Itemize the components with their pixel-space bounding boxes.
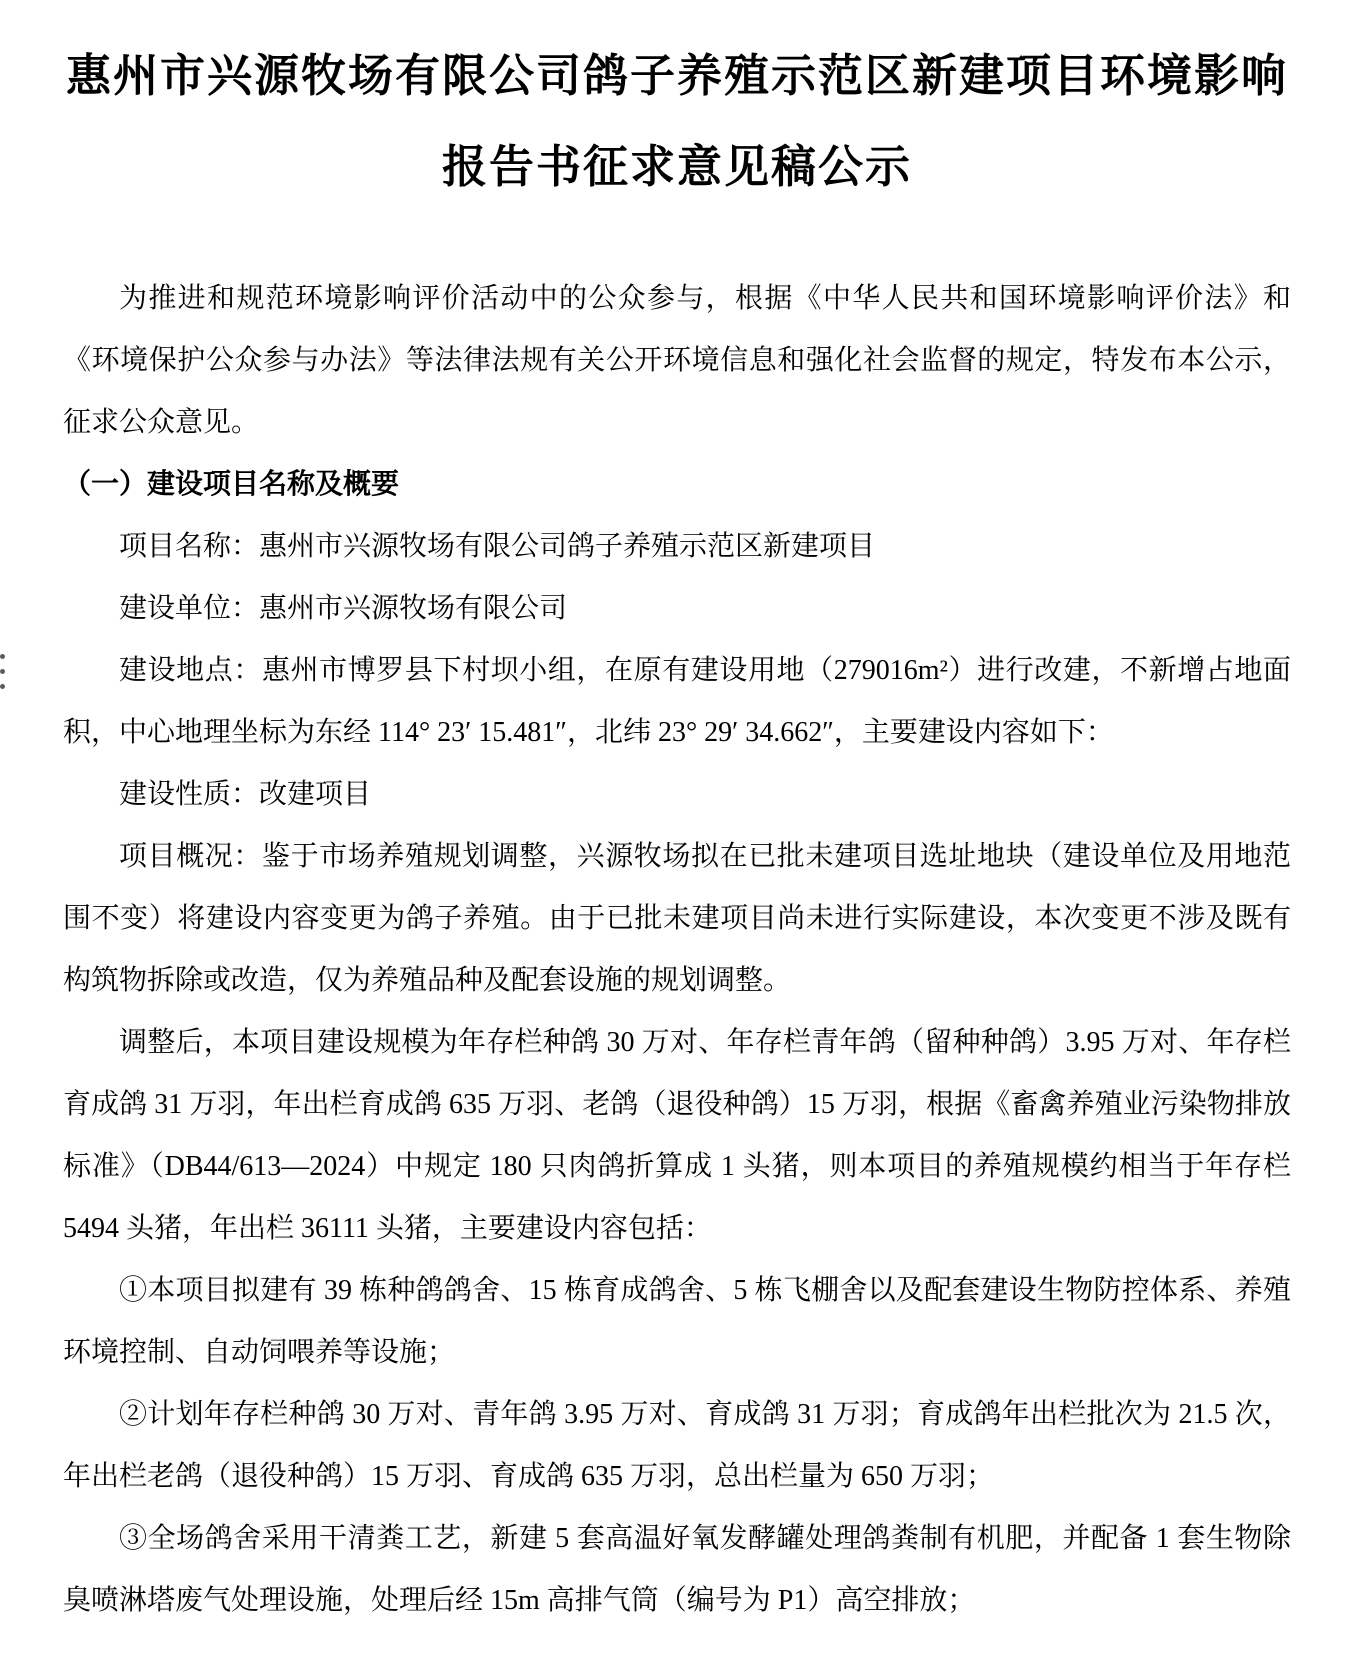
document-content bbox=[0, 30, 1355, 1632]
document-title bbox=[63, 30, 1291, 212]
paragraph-project-name: 项目名称：惠州市兴源牧场有限公司鸽子养殖示范区新建项目 bbox=[119, 531, 876, 562]
paragraph-builder: 建设单位：惠州市兴源牧场有限公司 bbox=[119, 593, 568, 624]
paragraph-nature: 建设性质：改建项目 bbox=[119, 779, 372, 810]
document-body bbox=[63, 268, 1291, 1632]
handle-dot bbox=[0, 669, 5, 674]
handle-dot bbox=[0, 684, 5, 689]
paragraph-item-2: ②计划年存栏种鸽 30 万对、青年鸽 3.95 万对、育成鸽 31 万羽；育成鸽年出栏批次为 21.5 次，年出栏老鸽（退役种鸽）15 万羽、育成鸽 635 万羽，总出栏量为 650 万羽； bbox=[63, 1399, 1291, 1492]
paragraph-item-1: ①本项目拟建有 39 栋种鸽鸽舍、15 栋育成鸽舍、5 栋飞棚舍以及配套建设生物防控体系、养殖环境控制、自动饲喂养等设施； bbox=[63, 1275, 1291, 1368]
paragraph-overview: 项目概况：鉴于市场养殖规划调整，兴源牧场拟在已批未建项目选址地块（建设单位及用地范围不变）将建设内容变更为鸽子养殖。由于已批未建项目尚未进行实际建设，本次变更不涉及既有构筑物拆除或改造，仅为养殖品种及配套设施的规划调整。 bbox=[63, 841, 1291, 996]
document-title-line-1: 惠州市兴源牧场有限公司鸽子养殖示范区新建项目环境影响 bbox=[65, 49, 1288, 102]
paragraph-item-3: ③全场鸽舍采用干清粪工艺，新建 5 套高温好氧发酵罐处理鸽粪制有机肥，并配备 1 套生物除臭喷淋塔废气处理设施，处理后经 15m 高排气筒（编号为 P1）高空排放； bbox=[63, 1523, 1291, 1616]
paragraph-intro: 为推进和规范环境影响评价活动中的公众参与，根据《中华人民共和国环境影响评价法》和《环境保护公众参与办法》等法律法规有关公开环境信息和强化社会监督的规定，特发布本公示，征求公众意见。 bbox=[63, 283, 1291, 438]
paragraph-scale: 调整后，本项目建设规模为年存栏种鸽 30 万对、年存栏青年鸽（留种种鸽）3.95 万对、年存栏育成鸽 31 万羽，年出栏育成鸽 635 万羽、老鸽（退役种鸽）15 万羽，根据《畜禽养殖业污染物排放标准》（DB44/613—2024）中规定 180 只肉鸽折算成 1 头猪，则本项目的养殖规模约相当于年存栏 5494 头猪，年出栏 36111 头猪，主要建设内容包括： bbox=[63, 1027, 1291, 1244]
paragraph-location: 建设地点：惠州市博罗县下村坝小组，在原有建设用地（279016m²）进行改建，不新增占地面积，中心地理坐标为东经 114° 23′ 15.481″，北纬 23° 29′ 34.662″，主要建设内容如下： bbox=[63, 655, 1291, 748]
document-title-line-2: 报告书征求意见稿公示 bbox=[441, 140, 912, 193]
section-heading: （一）建设项目名称及概要 bbox=[63, 469, 400, 500]
paragraph-drag-handle-icon[interactable] bbox=[0, 654, 5, 689]
handle-dot bbox=[0, 654, 5, 659]
